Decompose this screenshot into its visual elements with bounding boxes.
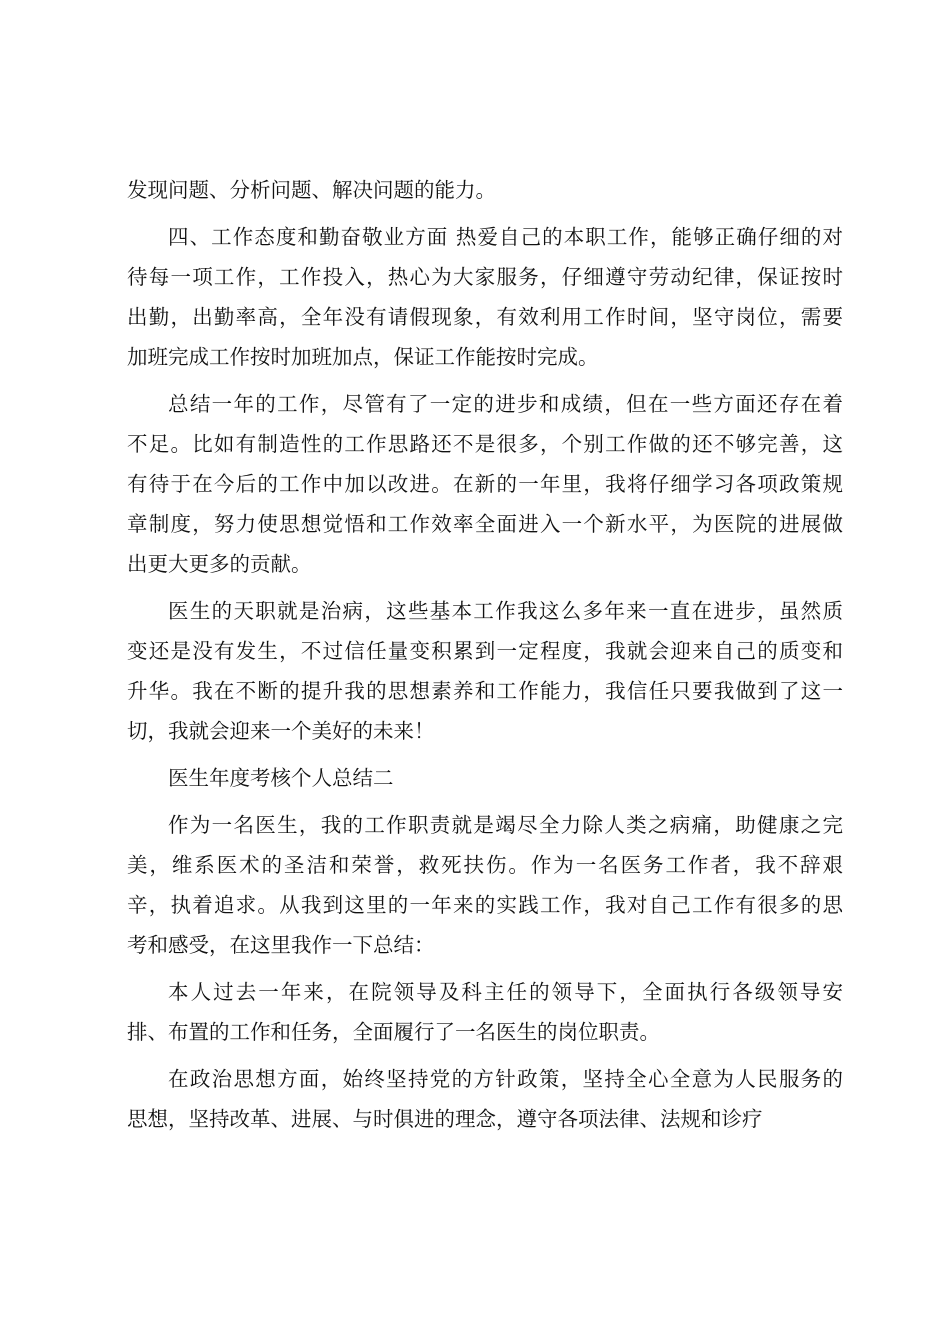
text-line: 变还是没有发生，不过信任量变积累到一定程度，我就会迎来自己的质变和 bbox=[127, 639, 843, 663]
text-line: 总结一年的工作，尽管有了一定的进步和成绩，但在一些方面还存在着 bbox=[168, 392, 843, 416]
text-line: 加班完成工作按时加班加点，保证工作能按时完成。 bbox=[127, 345, 599, 369]
text-line: 出勤，出勤率高，全年没有请假现象，有效利用工作时间，坚守岗位，需要 bbox=[127, 305, 843, 329]
text-line: 医生的天职就是治病，这些基本工作我这么多年来一直在进步，虽然质 bbox=[168, 599, 843, 623]
text-line: 在政治思想方面，始终坚持党的方针政策，坚持全心全意为人民服务的 bbox=[168, 1067, 843, 1091]
text-line: 待每一项工作，工作投入，热心为大家服务，仔细遵守劳动纪律，保证按时 bbox=[127, 265, 843, 289]
text-line: 思想，坚持改革、进展、与时俱进的理念，遵守各项法律、法规和诊疗 bbox=[127, 1107, 763, 1131]
text-line: 有待于在今后的工作中加以改进。在新的一年里，我将仔细学习各项政策规 bbox=[127, 472, 843, 496]
text-line: 美，维系医术的圣洁和荣誉，救死扶伤。作为一名医务工作者，我不辞艰 bbox=[127, 853, 843, 877]
text-line: 不足。比如有制造性的工作思路还不是很多，个别工作做的还不够完善，这 bbox=[127, 432, 843, 456]
text-line: 四、工作态度和勤奋敬业方面 热爱自己的本职工作，能够正确仔细的对 bbox=[168, 225, 843, 249]
text-line: 出更大更多的贡献。 bbox=[127, 552, 312, 576]
document-body bbox=[127, 170, 843, 1139]
text-line: 辛，执着追求。从我到这里的一年来的实践工作，我对自己工作有很多的思 bbox=[127, 893, 843, 917]
section-heading: 医生年度考核个人总结二 bbox=[168, 766, 394, 790]
text-line: 切，我就会迎来一个美好的未来！ bbox=[127, 719, 435, 743]
text-line: 考和感受，在这里我作一下总结： bbox=[127, 933, 435, 957]
text-line: 升华。我在不断的提升我的思想素养和工作能力，我信任只要我做到了这一 bbox=[127, 679, 843, 703]
text-line: 本人过去一年来，在院领导及科主任的领导下，全面执行各级领导安 bbox=[168, 980, 843, 1004]
text-line: 作为一名医生，我的工作职责就是竭尽全力除人类之病痛，助健康之完 bbox=[168, 813, 843, 837]
text-line: 发现问题、分析问题、解决问题的能力。 bbox=[127, 178, 496, 202]
text-line: 排、布置的工作和任务，全面履行了一名医生的岗位职责。 bbox=[127, 1020, 660, 1044]
text-line: 章制度，努力使思想觉悟和工作效率全面进入一个新水平，为医院的进展做 bbox=[127, 512, 843, 536]
